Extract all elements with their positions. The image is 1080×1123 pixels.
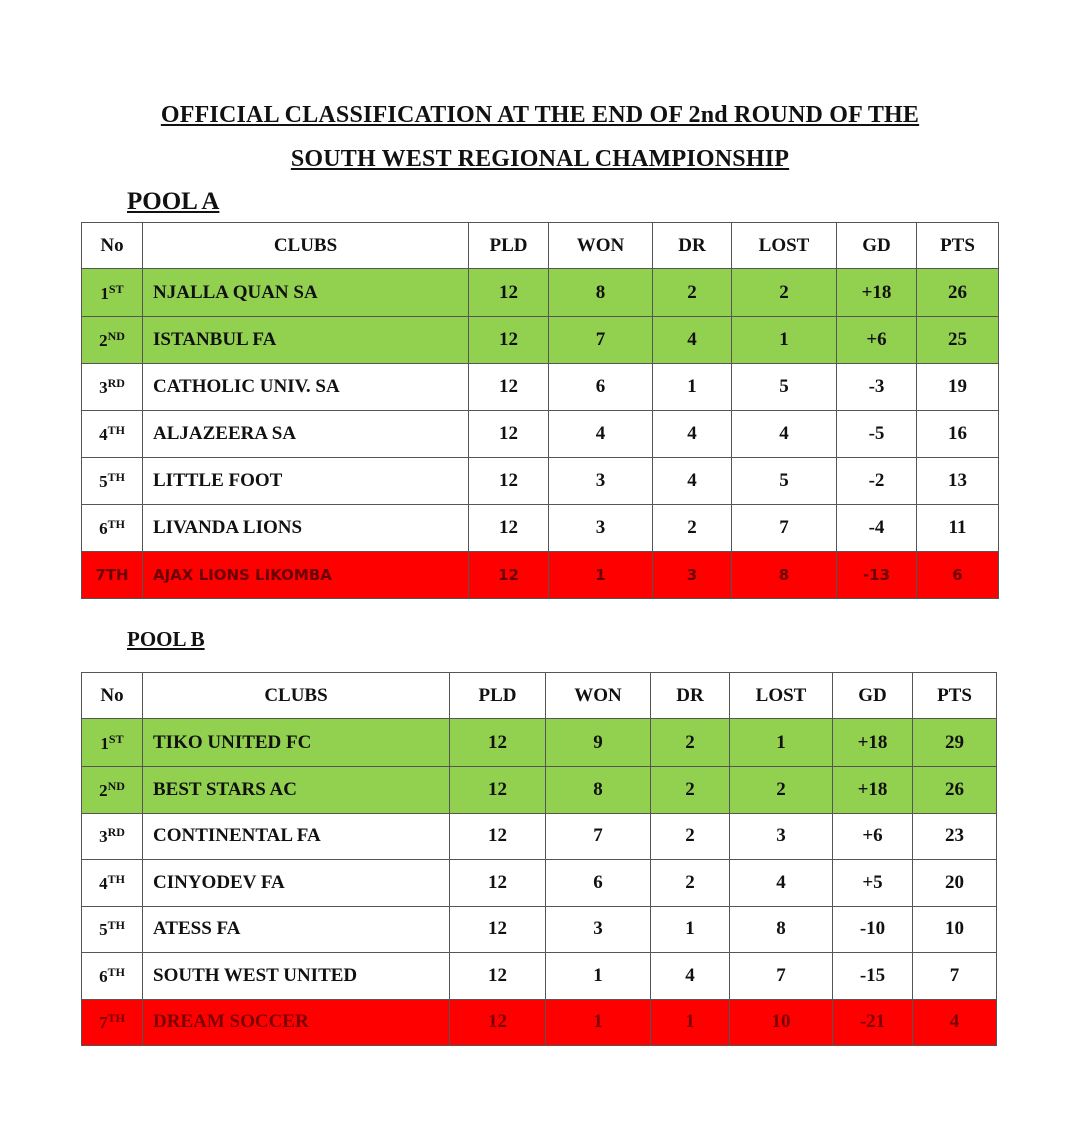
- position-cell: [82, 458, 143, 505]
- lost-cell: 8: [732, 552, 837, 599]
- lost-cell: 1: [730, 719, 833, 767]
- club-name-cell: CATHOLIC UNIV. SA: [143, 364, 469, 411]
- played-cell: 12: [469, 552, 549, 599]
- won-cell: 9: [546, 719, 651, 767]
- won-cell: 4: [549, 411, 653, 458]
- lost-cell: 2: [730, 767, 833, 814]
- won-cell: 1: [549, 552, 653, 599]
- lost-cell: 1: [732, 317, 837, 364]
- position-number: 2: [99, 780, 108, 800]
- points-cell: 13: [917, 458, 999, 505]
- position-cell: [82, 505, 143, 552]
- club-name-cell: ALJAZEERA SA: [143, 411, 469, 458]
- won-cell: 3: [549, 505, 653, 552]
- played-cell: 12: [450, 813, 546, 860]
- table-row: [82, 906, 997, 953]
- pool-b-label: POOL B: [127, 627, 205, 651]
- position-cell: [82, 999, 143, 1046]
- position-suffix: ND: [107, 329, 125, 343]
- position-cell: [82, 552, 143, 599]
- position-suffix: TH: [107, 1011, 125, 1026]
- position-number: 4: [99, 873, 108, 893]
- position-cell: [82, 317, 143, 364]
- points-cell: 4: [913, 999, 997, 1046]
- pool-a-body: [82, 269, 999, 599]
- table-row: [82, 458, 999, 505]
- played-cell: 12: [450, 860, 546, 907]
- drawn-cell: 4: [651, 953, 730, 1000]
- won-header: WON: [546, 673, 651, 719]
- pool-a-header-row: [82, 223, 999, 269]
- club-name-cell: LIVANDA LIONS: [143, 505, 469, 552]
- club-name-cell: BEST STARS AC: [143, 767, 450, 814]
- points-cell: 19: [917, 364, 999, 411]
- club-name-cell: NJALLA QUAN SA: [143, 269, 469, 317]
- position-cell: [82, 364, 143, 411]
- position-suffix: TH: [107, 423, 125, 437]
- document-title-line-2: SOUTH WEST REGIONAL CHAMPIONSHIP: [290, 146, 790, 172]
- position-cell: [82, 269, 143, 317]
- gd-header: GD: [833, 673, 913, 719]
- played-cell: 12: [469, 505, 549, 552]
- position-number: 1: [100, 283, 109, 303]
- table-row: [82, 719, 997, 767]
- lost-header: LOST: [732, 223, 837, 269]
- goal-difference-cell: -5: [837, 411, 917, 458]
- lost-cell: 10: [730, 999, 833, 1046]
- drawn-cell: 1: [653, 364, 732, 411]
- played-cell: 12: [450, 999, 546, 1046]
- position-suffix: ST: [108, 731, 124, 746]
- drawn-cell: 2: [651, 860, 730, 907]
- position-number: 5: [99, 920, 108, 940]
- played-cell: 12: [469, 269, 549, 317]
- gd-header: GD: [837, 223, 917, 269]
- table-row: [82, 364, 999, 411]
- lost-cell: 5: [732, 364, 837, 411]
- points-cell: 23: [913, 813, 997, 860]
- won-cell: 1: [546, 999, 651, 1046]
- table-row: [82, 317, 999, 364]
- pool-a-label: POOL A: [127, 188, 220, 215]
- position-suffix: TH: [107, 918, 125, 933]
- points-cell: 6: [917, 552, 999, 599]
- drawn-cell: 1: [651, 906, 730, 953]
- points-cell: 20: [913, 860, 997, 907]
- goal-difference-cell: -15: [833, 953, 913, 1000]
- position-suffix: TH: [107, 517, 125, 531]
- won-cell: 6: [549, 364, 653, 411]
- position-suffix: TH: [107, 470, 125, 484]
- drawn-cell: 4: [653, 458, 732, 505]
- won-cell: 3: [546, 906, 651, 953]
- goal-difference-cell: +6: [833, 813, 913, 860]
- goal-difference-cell: -13: [837, 552, 917, 599]
- played-cell: 12: [469, 411, 549, 458]
- lost-cell: 7: [732, 505, 837, 552]
- lost-header: LOST: [730, 673, 833, 719]
- pool-b-body: [82, 719, 997, 1046]
- pld-header: PLD: [469, 223, 549, 269]
- pool-a-table: [81, 222, 999, 599]
- table-row: [82, 813, 997, 860]
- position-number: 3: [99, 378, 108, 397]
- club-name-cell: AJAX LIONS LIKOMBA: [143, 552, 469, 599]
- lost-cell: 5: [732, 458, 837, 505]
- goal-difference-cell: -2: [837, 458, 917, 505]
- lost-cell: 3: [730, 813, 833, 860]
- pts-header: PTS: [913, 673, 997, 719]
- position-number: 2: [99, 331, 108, 350]
- table-row: [82, 767, 997, 814]
- goal-difference-cell: +18: [833, 767, 913, 814]
- club-name-cell: LITTLE FOOT: [143, 458, 469, 505]
- won-cell: 7: [546, 813, 651, 860]
- won-cell: 8: [546, 767, 651, 814]
- club-name-cell: SOUTH WEST UNITED: [143, 953, 450, 1000]
- clubs-header: CLUBS: [143, 223, 469, 269]
- pts-header: PTS: [917, 223, 999, 269]
- club-name-cell: DREAM SOCCER: [143, 999, 450, 1046]
- position-number: 5: [99, 472, 108, 491]
- won-cell: 6: [546, 860, 651, 907]
- pool-b-header-row: [82, 673, 997, 719]
- position-cell: [82, 860, 143, 907]
- played-cell: 12: [450, 719, 546, 767]
- club-name-cell: ISTANBUL FA: [143, 317, 469, 364]
- won-cell: 1: [546, 953, 651, 1000]
- club-name-cell: CINYODEV FA: [143, 860, 450, 907]
- position-number: 3: [99, 827, 108, 847]
- goal-difference-cell: -10: [833, 906, 913, 953]
- points-cell: 29: [913, 719, 997, 767]
- points-cell: 25: [917, 317, 999, 364]
- position-number: 7TH: [95, 566, 129, 584]
- table-row: [82, 860, 997, 907]
- club-name-cell: ATESS FA: [143, 906, 450, 953]
- drawn-cell: 1: [651, 999, 730, 1046]
- no-header: No: [82, 223, 143, 269]
- points-cell: 11: [917, 505, 999, 552]
- won-cell: 7: [549, 317, 653, 364]
- no-header: No: [82, 673, 143, 719]
- position-suffix: ST: [108, 281, 124, 296]
- position-cell: [82, 953, 143, 1000]
- goal-difference-cell: +6: [837, 317, 917, 364]
- clubs-header: CLUBS: [143, 673, 450, 719]
- document-title-line-1: OFFICIAL CLASSIFICATION AT THE END OF 2nd ROUND OF THE: [160, 102, 920, 128]
- position-suffix: TH: [107, 964, 125, 979]
- drawn-cell: 2: [651, 813, 730, 860]
- table-row: [82, 411, 999, 458]
- goal-difference-cell: -4: [837, 505, 917, 552]
- points-cell: 16: [917, 411, 999, 458]
- goal-difference-cell: +5: [833, 860, 913, 907]
- club-name-cell: TIKO UNITED FC: [143, 719, 450, 767]
- points-cell: 26: [917, 269, 999, 317]
- drawn-cell: 2: [651, 719, 730, 767]
- played-cell: 12: [469, 364, 549, 411]
- table-row: [82, 999, 997, 1046]
- position-suffix: TH: [107, 871, 125, 886]
- played-cell: 12: [450, 906, 546, 953]
- pool-b-table: [81, 672, 997, 1046]
- position-number: 1: [100, 733, 109, 753]
- lost-cell: 2: [732, 269, 837, 317]
- drawn-cell: 3: [653, 552, 732, 599]
- position-number: 7: [99, 1013, 108, 1033]
- position-suffix: RD: [107, 825, 125, 840]
- position-cell: [82, 813, 143, 860]
- table-row: [82, 505, 999, 552]
- goal-difference-cell: +18: [833, 719, 913, 767]
- pld-header: PLD: [450, 673, 546, 719]
- played-cell: 12: [450, 767, 546, 814]
- position-suffix: RD: [107, 376, 125, 390]
- drawn-cell: 2: [653, 505, 732, 552]
- lost-cell: 4: [730, 860, 833, 907]
- points-cell: 10: [913, 906, 997, 953]
- position-cell: [82, 767, 143, 814]
- table-row: [82, 953, 997, 1000]
- lost-cell: 8: [730, 906, 833, 953]
- dr-header: DR: [653, 223, 732, 269]
- position-number: 4: [99, 425, 108, 444]
- drawn-cell: 4: [653, 411, 732, 458]
- played-cell: 12: [469, 458, 549, 505]
- goal-difference-cell: -3: [837, 364, 917, 411]
- goal-difference-cell: -21: [833, 999, 913, 1046]
- position-cell: [82, 719, 143, 767]
- played-cell: 12: [469, 317, 549, 364]
- position-cell: [82, 411, 143, 458]
- dr-header: DR: [651, 673, 730, 719]
- club-name-cell: CONTINENTAL FA: [143, 813, 450, 860]
- goal-difference-cell: +18: [837, 269, 917, 317]
- drawn-cell: 4: [653, 317, 732, 364]
- won-header: WON: [549, 223, 653, 269]
- position-number: 6: [99, 519, 108, 538]
- position-cell: [82, 906, 143, 953]
- points-cell: 7: [913, 953, 997, 1000]
- position-suffix: ND: [107, 778, 125, 793]
- drawn-cell: 2: [653, 269, 732, 317]
- table-row: [82, 269, 999, 317]
- position-number: 6: [99, 966, 108, 986]
- played-cell: 12: [450, 953, 546, 1000]
- won-cell: 3: [549, 458, 653, 505]
- table-row: [82, 552, 999, 599]
- lost-cell: 4: [732, 411, 837, 458]
- drawn-cell: 2: [651, 767, 730, 814]
- won-cell: 8: [549, 269, 653, 317]
- points-cell: 26: [913, 767, 997, 814]
- lost-cell: 7: [730, 953, 833, 1000]
